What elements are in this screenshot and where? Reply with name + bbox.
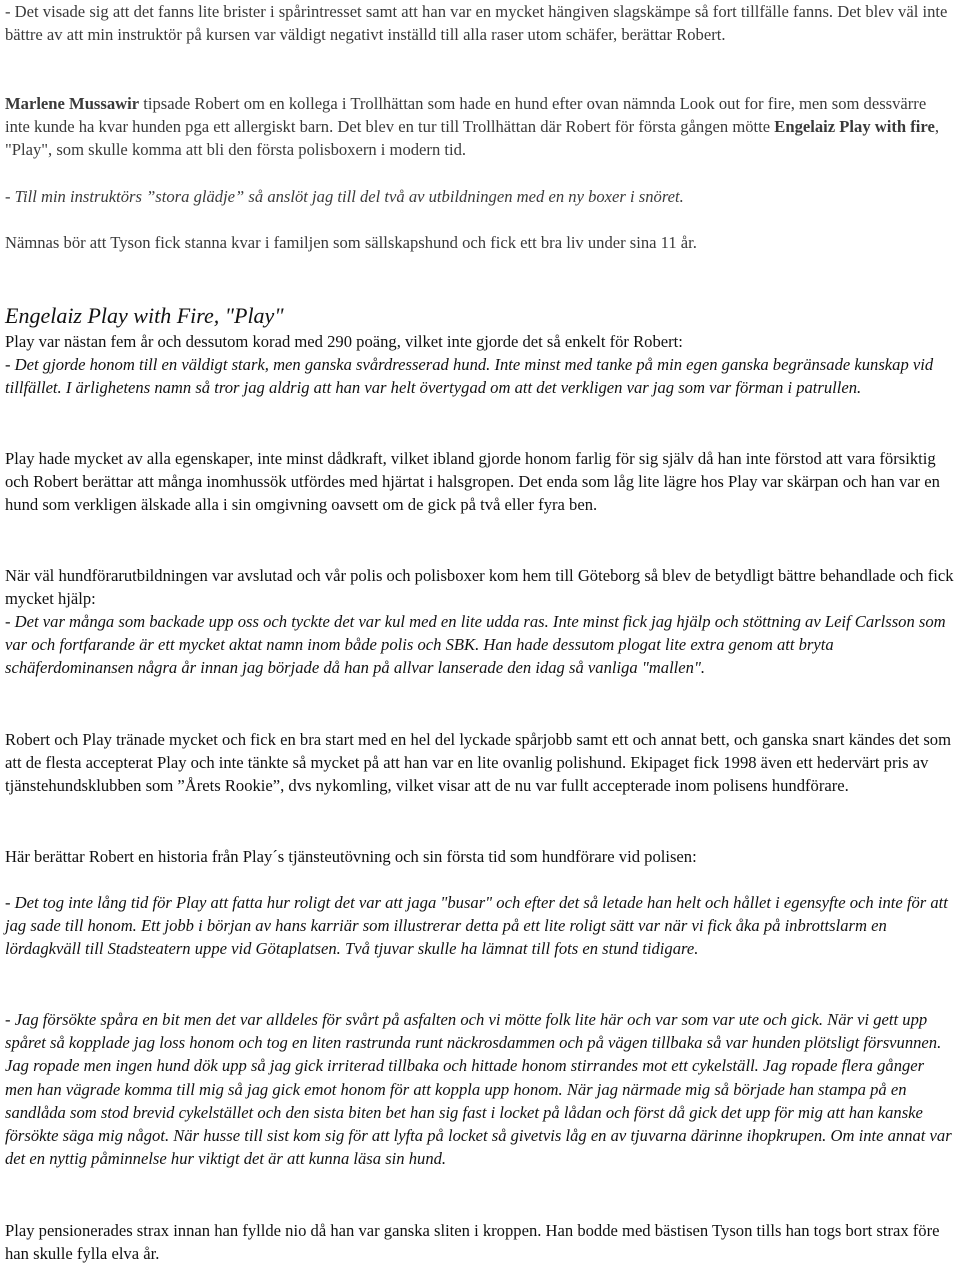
- body-text: tipsade Robert om en kollega i Trollhättan som hade en hund efter ovan nämnda Look out for fire, men som dessvärre inte kunde ha kvar hunden pga ett allergiskt barn.: [5, 94, 927, 137]
- body-text: När väl hundförarutbildningen var avslutad och vår polis och polisboxer kom hem till Göteborg så blev de betydligt bättre behandlade och fick mycket hjälp:: [5, 566, 954, 609]
- body-paragraph: [5, 564, 955, 610]
- quote-text: - Det gjorde honom till en väldigt stark, men ganska svårdresserad hund. Inte minst med tanke på min egen ganska begränsade kunskap vid tillfället. I ärlighetens namn så tror jag aldrig att han var helt övertygad om att det verkligen var jag som var förman i patrullen.: [5, 355, 934, 398]
- body-paragraph: [5, 1219, 955, 1265]
- body-text: Robert och Play tränade mycket och fick en bra start med en hel del lyckade spårjobb samt ett och annat bett, och ganska snart kändes det som att de flesta accepterat Play och inte tänkte så mycket på att han var en lite ovanlig polishund. Ekipaget fick 1998 även ett hedervärt pris av tjänstehundsklubben som ”Årets Rookie”, dvs nykomling, vilket visar att de nu var fullt accepterade inom polisens hundförare.: [5, 730, 951, 796]
- person-name: Marlene Mussawir: [5, 94, 140, 113]
- quote-text: - Till min instruktörs ”stora glädje” så anslöt jag till del två av utbildningen med en ny boxer i snöret.: [5, 187, 684, 206]
- body-text: Här berättar Robert en historia från Play´s tjänsteutövning och sin första tid som hundförare vid polisen:: [5, 847, 697, 866]
- body-paragraph: [5, 728, 955, 798]
- section-heading: Engelaiz Play with Fire, "Play": [5, 303, 284, 328]
- quote-paragraph: [5, 1008, 955, 1170]
- body-paragraph: [5, 447, 955, 517]
- quote-text: - Det visade sig att det fanns lite brister i spårintresset samt att han var en mycket hängiven slagskämpe så fort tillfälle fanns. Det blev väl inte bättre av att min instruktör på kursen var väldigt negativt inställd till alla raser utom schäfer, berättar Robert.: [5, 2, 948, 45]
- quote-paragraph: [5, 0, 955, 46]
- body-text: Det blev en tur till Trollhättan där Robert för första gången mötte: [333, 117, 775, 137]
- quote-text: - Jag försökte spåra en bit men det var alldeles för svårt på asfalten och vi mötte folk lite här och var som var ute och gick. När vi gett upp spåret så kopplade jag loss honom och tog en liten rastrunda runt näckrosdammen och på vägen tillbaka så var hunden plötsligt försvunnen. Jag ropade men ingen hund dök upp så jag gick irriterad tillbaka och hittade honom stirrandes mot ett cykelställ. Jag ropade flera gånger men han vägrade komma till mig så jag gick emot honom för att koppla upp honom. När jag närmade mig så började han stampa på en sandlåda som stod brevid cykelstället och den sista biten bet han sig fast i locket på lådan och först då gick det upp för mig att han kanske försökte säga mig något. När husse till sist kom sig för att lyfta på locket så givetvis låg en av tjuvarna därinne ihopkrupen. Om inte annat var det en nyttig påminnelse hur viktigt det är att kunna läsa sin hund.: [5, 1010, 952, 1169]
- body-paragraph: [5, 231, 955, 254]
- quote-paragraph: [5, 610, 955, 680]
- body-paragraph: [5, 845, 955, 868]
- quote-text: - Det tog inte lång tid för Play att fatta hur roligt det var att jaga "busar" och efter det så letade han helt och hållet i egensyfte och inte för att jag sade till honom. Ett jobb i början av hans karriär som illustrerar detta på ett lite roligt sätt var när vi fick åka på inbrottslarm en lördagkväll till Stadsteatern uppe vid Götaplatsen. Två tjuvar skulle ha lämnat till fots en stund tidigare.: [5, 893, 948, 959]
- body-paragraph: [5, 92, 955, 162]
- quote-text: - Det var många som backade upp oss och tyckte det var kul med en lite udda ras. Inte minst fick jag hjälp och stöttning av Leif Carlsson som var och fortfarande är ett mycket aktat namn inom både polis och SBK. Han hade dessutom plogat lite extra genom att bryta schäferdominansen några år innan jag började då han på allvar lanserade den idag så vanliga "mallen".: [5, 612, 946, 678]
- body-text: Play pensionerades strax innan han fyllde nio då han var ganska sliten i kroppen. Han bodde med bästisen Tyson tills han togs bort strax före han skulle fylla elva år.: [5, 1221, 940, 1264]
- body-text: Play var nästan fem år och dessutom korad med 290 poäng, vilket inte gjorde det så enkelt för Robert:: [5, 332, 683, 351]
- quote-paragraph: [5, 891, 955, 961]
- body-text: , "Play", som skulle komma att bli den första polisboxern i modern tid.: [5, 117, 939, 160]
- dog-name: Engelaiz Play with fire: [774, 117, 935, 137]
- body-paragraph: [5, 330, 955, 353]
- quote-paragraph: [5, 185, 955, 208]
- body-text: Nämnas bör att Tyson fick stanna kvar i familjen som sällskapshund och fick ett bra liv under sina 11 år.: [5, 233, 697, 252]
- body-text: Play hade mycket av alla egenskaper, inte minst dådkraft, vilket ibland gjorde honom farlig för sig själv då han inte förstod att vara försiktig och Robert berättar att många inomhussök utfördes med hjärtat i halsgropen. Det enda som låg lite lägre hos Play var skärpan och han var en hund som verkligen älskade alla i sin omgivning oavsett om de gick på två eller fyra ben.: [5, 449, 940, 515]
- quote-paragraph: [5, 353, 955, 399]
